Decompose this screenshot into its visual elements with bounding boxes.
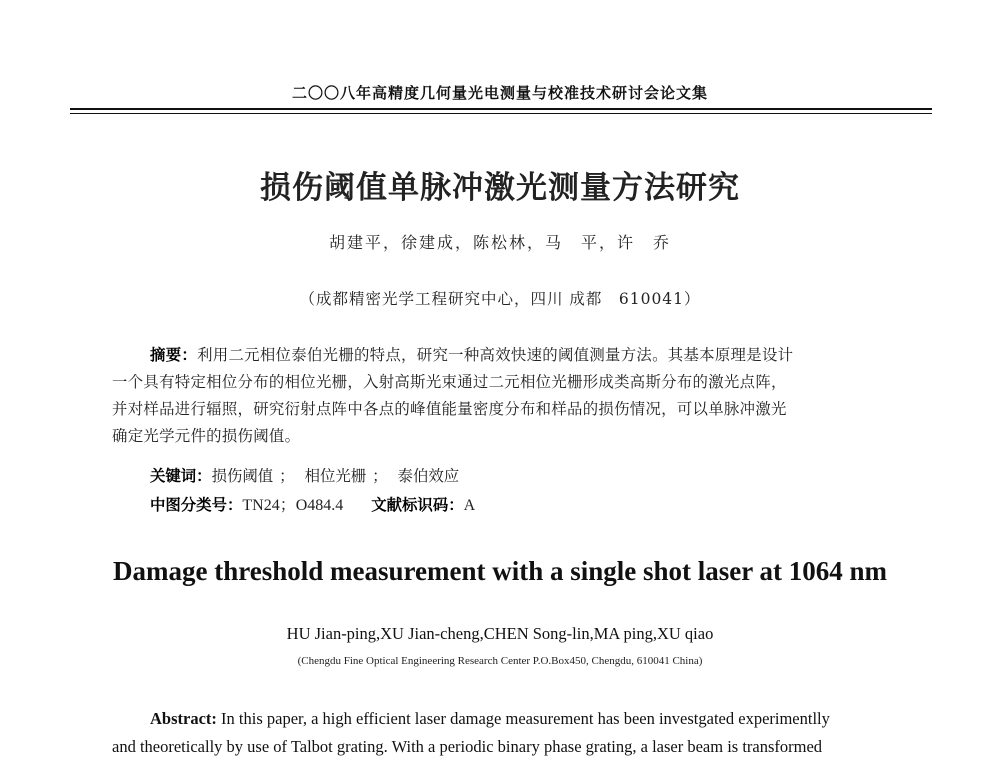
affiliation-cn: （成都精密光学工程研究中心，四川 成都 610041） [299, 290, 701, 308]
classification-line [150, 492, 475, 515]
abstract-cn-label: 摘要： [150, 346, 198, 364]
doc-code-value: A [463, 497, 476, 514]
abstract-cn-line-4: 确定光学元件的损伤阈值。 [112, 427, 301, 445]
abstract-en-label: Abstract: [150, 709, 217, 728]
journal-header: 二〇〇八年高精度几何量光电测量与校准技术研讨会论文集 [291, 84, 708, 102]
clc-label: 中图分类号： [150, 496, 243, 514]
authors-en: HU Jian-ping,XU Jian-cheng,CHEN Song-lin,MA ping,XU qiao [286, 624, 714, 643]
header-rule-thick [70, 108, 932, 110]
abstract-en-line-1: Abstract: In this paper, a high efficient laser damage measurement has been investgated experimentlly [150, 709, 830, 728]
abstract-cn-line-3: 并对样品进行辐照，研究衍射点阵中各点的峰值能量密度分布和样品的损伤情况，可以单脉冲激光 [112, 400, 787, 418]
keyword: 泰伯效应 [397, 467, 460, 485]
header-rule-thin [70, 113, 932, 114]
authors-cn: 胡建平，徐建成，陈松林，马 平，许 乔 [328, 233, 671, 252]
clc-value: TN24；O484.4 [242, 497, 344, 514]
keyword: 相位光栅 [304, 467, 367, 485]
affiliation-en: (Chengdu Fine Optical Engineering Research Center P.O.Box450, Chengdu, 610041 China) [297, 655, 703, 667]
keyword: 损伤阈值 [211, 467, 274, 485]
paper-title-cn: 损伤阈值单脉冲激光测量方法研究 [260, 170, 740, 206]
keywords-line: 关键词：损伤阈值 ； 相位光栅 ； 泰伯效应 [150, 467, 460, 485]
doc-code-label: 文献标识码： [371, 496, 464, 514]
paper-title-en: Damage threshold measurement with a single shot laser at 1064 nm [113, 556, 887, 586]
abstract-cn-line-2: 一个具有特定相位分布的相位光栅，入射高斯光束通过二元相位光栅形成类高斯分布的激光点阵， [112, 373, 787, 391]
abstract-en-line-2: and theoretically by use of Talbot grating. With a periodic binary phase grating, a laser beam is transformed [112, 737, 823, 756]
abstract-en [112, 705, 902, 761]
abstract-cn-line-1: 摘要：利用二元相位泰伯光栅的特点，研究一种高效快速的阈值测量方法。其基本原理是设计 [150, 346, 794, 364]
abstract-cn [112, 342, 902, 450]
keywords-label: 关键词： [150, 467, 212, 485]
